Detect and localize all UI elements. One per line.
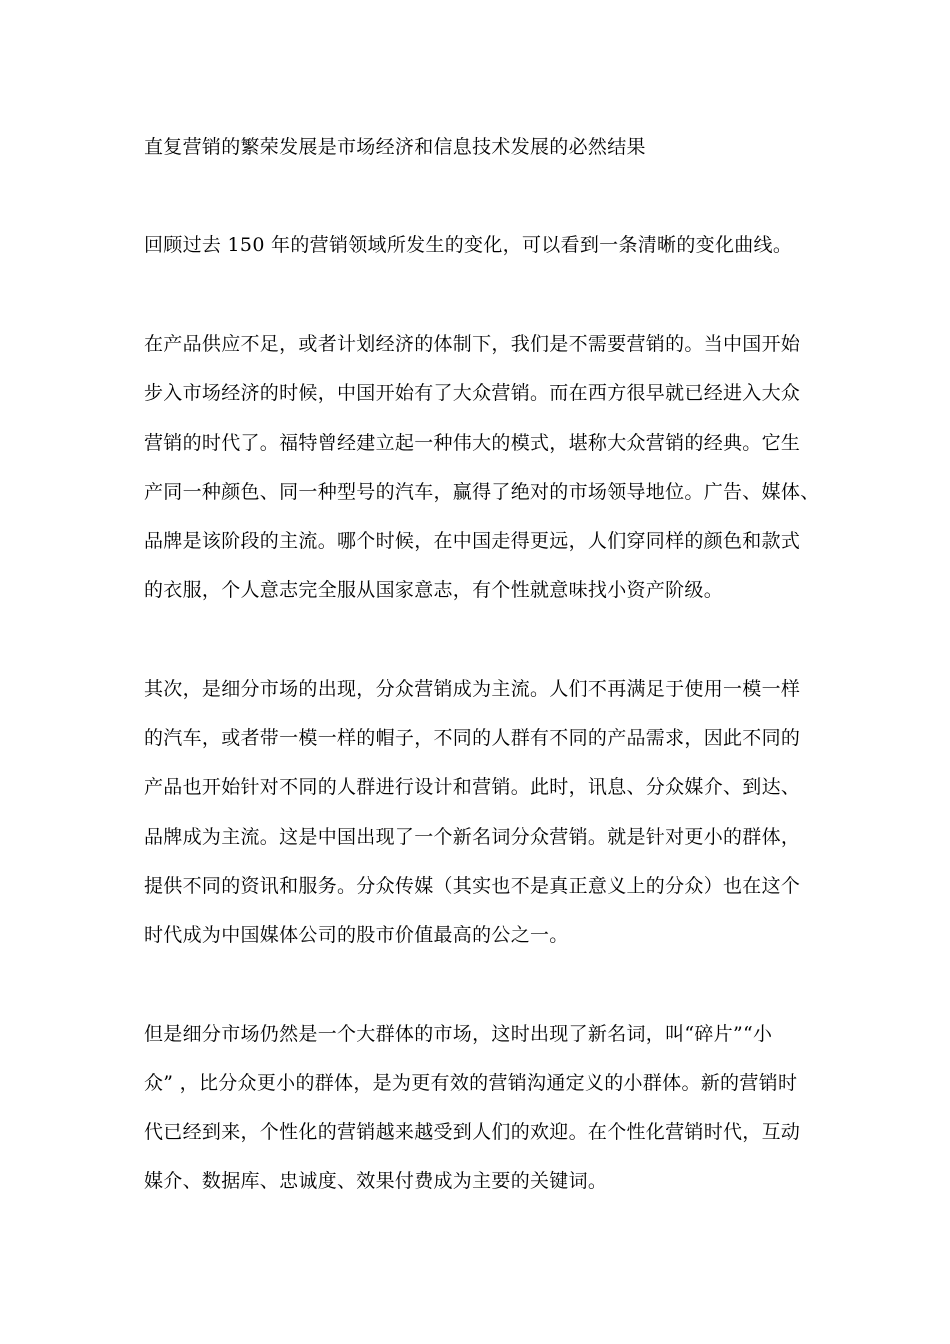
paragraph-3-line-1: 其次，是细分市场的出现，分众营销成为主流。人们不再满足于使用一模一样 — [144, 678, 801, 700]
paragraph-3-line-5: 提供不同的资讯和服务。分众传媒（其实也不是真正意义上的分众）也在这个 — [144, 875, 801, 897]
paragraph-4-line-1: 但是细分市场仍然是一个大群体的市场，这时出现了新名词，叫“碎片”“小 — [144, 1023, 773, 1045]
paragraph-4-line-3: 代已经到来，个性化的营销越来越受到人们的欢迎。在个性化营销时代，互动 — [144, 1121, 801, 1143]
paragraph-2-line-4: 产同一种颜色、同一种型号的汽车，赢得了绝对的市场领导地位。广告、媒体、 — [144, 481, 820, 503]
paragraph-2-line-6: 的衣服，个人意志完全服从国家意志，有个性就意味找小资产阶级。 — [144, 579, 724, 601]
paragraph-4-line-4: 媒介、数据库、忠诚度、效果付费成为主要的关键词。 — [144, 1170, 608, 1192]
paragraph-3-line-4: 品牌成为主流。这是中国出现了一个新名词分众营销。就是针对更小的群体， — [144, 826, 801, 848]
paragraph-2-line-1: 在产品供应不足，或者计划经济的体制下，我们是不需要营销的。当中国开始 — [144, 333, 801, 355]
paragraph-1-line-1: 回顾过去 150 年的营销领域所发生的变化，可以看到一条清晰的变化曲线。 — [144, 234, 793, 256]
paragraph-3-line-2: 的汽车，或者带一模一样的帽子，不同的人群有不同的产品需求，因此不同的 — [144, 727, 801, 749]
paragraph-2-line-2: 步入市场经济的时候，中国开始有了大众营销。而在西方很早就已经进入大众 — [144, 382, 801, 404]
paragraph-4-line-2: 众” ，比分众更小的群体，是为更有效的营销沟通定义的小群体。新的营销时 — [144, 1072, 798, 1094]
paragraph-2-line-5: 品牌是该阶段的主流。哪个时候，在中国走得更远，人们穿同样的颜色和款式 — [144, 530, 801, 552]
paragraph-3-line-3: 产品也开始针对不同的人群进行设计和营销。此时，讯息、分众媒介、到达、 — [144, 776, 801, 798]
paragraph-2-line-3: 营销的时代了。福特曾经建立起一种伟大的模式，堪称大众营销的经典。它生 — [144, 432, 801, 454]
document-title: 直复营销的繁荣发展是市场经济和信息技术发展的必然结果 — [144, 136, 646, 158]
paragraph-3-line-6: 时代成为中国媒体公司的股市价值最高的公之一。 — [144, 924, 569, 946]
